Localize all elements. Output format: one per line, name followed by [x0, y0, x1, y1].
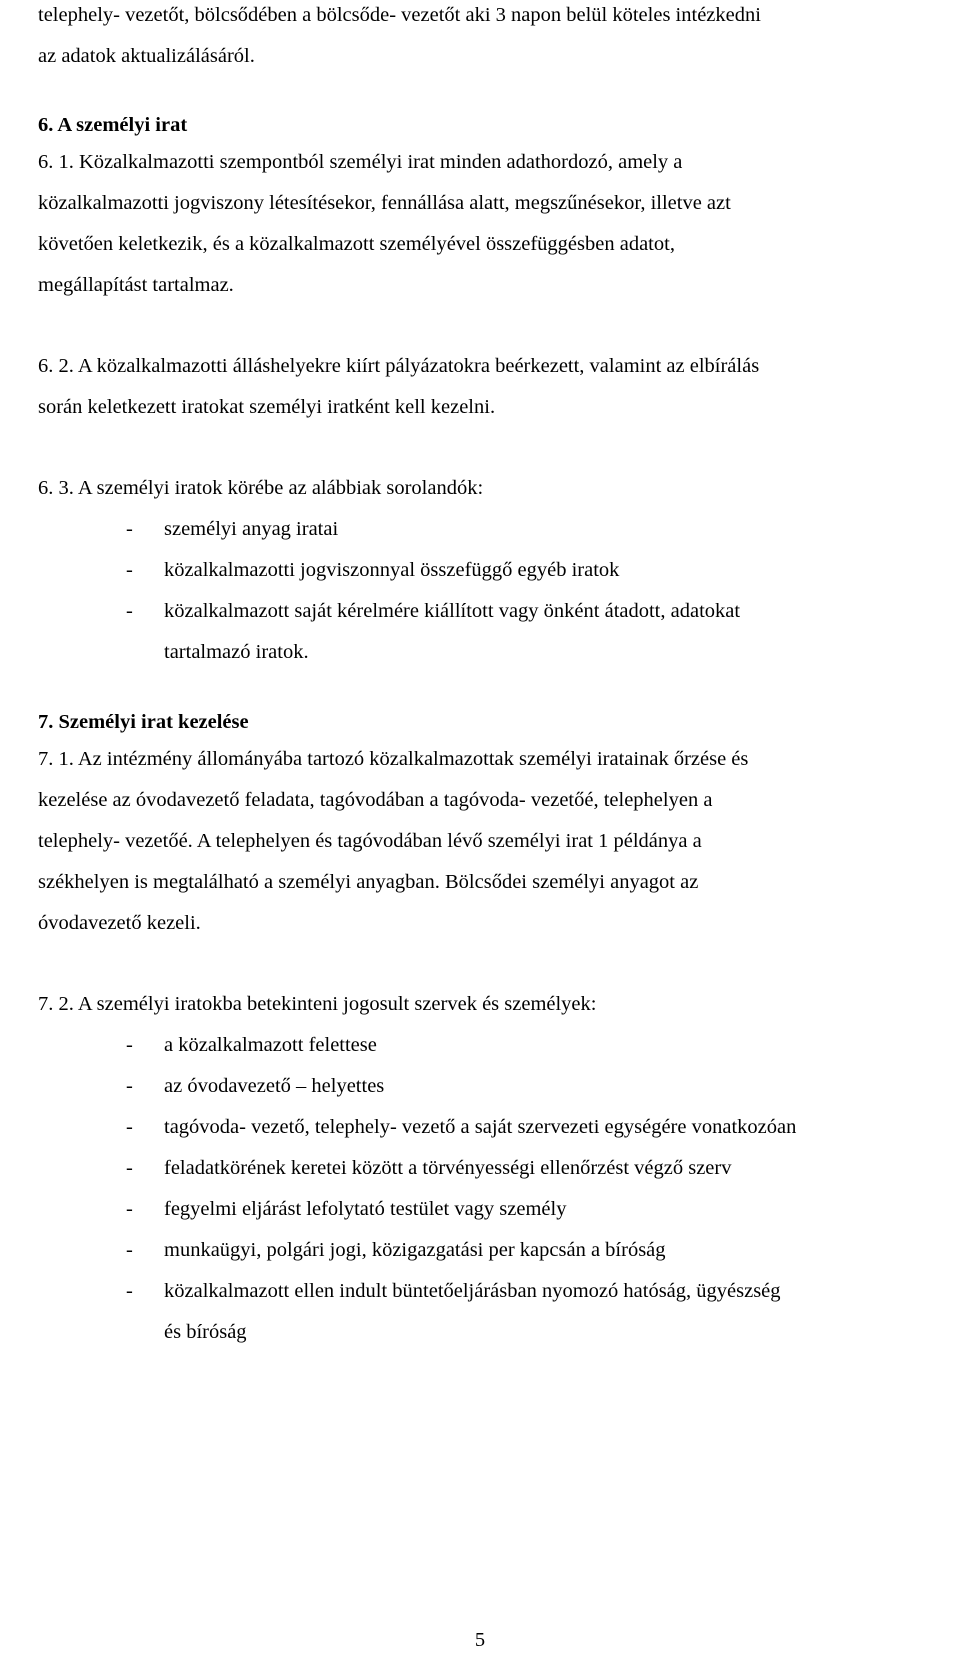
list-item — [38, 591, 938, 673]
list-item — [38, 1107, 938, 1148]
list-dash: - — [126, 1157, 133, 1179]
section-6-list — [38, 509, 938, 673]
section-6 — [38, 108, 938, 673]
list-item — [38, 1271, 938, 1353]
list-item-text: fegyelmi eljárást lefolytató testület vagy személy — [164, 1198, 567, 1220]
section-7-paragraph-1 — [38, 739, 938, 944]
section-7-heading: 7. Személyi irat kezelése — [38, 711, 249, 733]
list-item — [38, 1025, 938, 1066]
section-6-p1-line-3: követően keletkezik, és a közalkalmazott személyével összefüggésben adatot, — [38, 233, 675, 255]
list-dash: - — [126, 1239, 133, 1261]
page-number: 5 — [474, 1629, 486, 1651]
section-6-paragraph-2 — [38, 346, 938, 428]
section-6-p1-line-2: közalkalmazotti jogviszony létesítésekor, fennállása alatt, megszűnésekor, illetve azt — [38, 192, 731, 214]
list-item — [38, 509, 938, 550]
list-dash: - — [126, 1075, 133, 1097]
list-item-text: személyi anyag iratai — [164, 518, 339, 540]
list-item-text: közalkalmazotti jogviszonnyal összefüggő egyéb iratok — [164, 559, 620, 581]
section-7-p1-line-2: kezelése az óvodavezető feladata, tagóvodában a tagóvoda- vezetőé, telephelyen a — [38, 789, 713, 811]
intro-line-2: az adatok aktualizálásáról. — [38, 45, 255, 67]
list-item-text: tagóvoda- vezető, telephely- vezető a saját szervezeti egységére vonatkozóan — [164, 1116, 797, 1138]
list-item-text: tartalmazó iratok. — [164, 641, 309, 663]
intro-paragraph — [38, 0, 938, 77]
section-6-p2-line-1: 6. 2. A közalkalmazotti álláshelyekre kiírt pályázatokra beérkezett, valamint az elbírálás — [38, 355, 760, 377]
list-item-text: az óvodavezető – helyettes — [164, 1075, 385, 1097]
list-item-text: közalkalmazott saját kérelmére kiállított vagy önként átadott, adatokat — [164, 600, 741, 622]
list-dash: - — [126, 1198, 133, 1220]
list-dash: - — [126, 600, 133, 622]
list-item-text: és bíróság — [164, 1321, 247, 1343]
section-6-p1-line-4: megállapítást tartalmaz. — [38, 274, 234, 296]
list-item — [38, 1230, 938, 1271]
section-7-p2-intro: 7. 2. A személyi iratokba betekinteni jogosult szervek és személyek: — [38, 993, 597, 1015]
list-item-text: közalkalmazott ellen indult büntetőeljárásban nyomozó hatóság, ügyészség — [164, 1280, 781, 1302]
section-7-p1-line-4: székhelyen is megtalálható a személyi anyagban. Bölcsődei személyi anyagot az — [38, 871, 699, 893]
section-7 — [38, 705, 938, 1353]
section-6-paragraph-1 — [38, 142, 938, 306]
list-dash: - — [126, 1116, 133, 1138]
list-item-text: feladatkörének keretei között a törvényességi ellenőrzést végző szerv — [164, 1157, 732, 1179]
section-6-paragraph-3 — [38, 468, 938, 673]
section-7-paragraph-2 — [38, 984, 938, 1353]
section-6-heading: 6. A személyi irat — [38, 114, 188, 136]
section-7-p1-line-5: óvodavezető kezeli. — [38, 912, 201, 934]
intro-line-1: telephely- vezetőt, bölcsődében a bölcsőde- vezetőt aki 3 napon belül köteles intézkedni — [38, 4, 761, 26]
list-dash: - — [126, 559, 133, 581]
list-dash: - — [126, 518, 133, 540]
section-7-p1-line-3: telephely- vezetőé. A telephelyen és tagóvodában lévő személyi irat 1 példánya a — [38, 830, 702, 852]
section-7-p1-line-1: 7. 1. Az intézmény állományába tartozó közalkalmazottak személyi iratainak őrzése és — [38, 748, 749, 770]
section-6-p3-intro: 6. 3. A személyi iratok körébe az alábbiak sorolandók: — [38, 477, 484, 499]
section-6-p1-line-1: 6. 1. Közalkalmazotti szempontból személyi irat minden adathordozó, amely a — [38, 151, 683, 173]
list-dash: - — [126, 1034, 133, 1056]
section-6-p2-line-2: során keletkezett iratokat személyi iratként kell kezelni. — [38, 396, 496, 418]
list-item-text: munkaügyi, polgári jogi, közigazgatási per kapcsán a bíróság — [164, 1239, 666, 1261]
list-item — [38, 1148, 938, 1189]
list-item — [38, 1066, 938, 1107]
list-dash: - — [126, 1280, 133, 1302]
list-item-text: a közalkalmazott felettese — [164, 1034, 377, 1056]
list-item — [38, 1189, 938, 1230]
section-7-list — [38, 1025, 938, 1353]
document-page — [38, 0, 938, 1353]
list-item — [38, 550, 938, 591]
